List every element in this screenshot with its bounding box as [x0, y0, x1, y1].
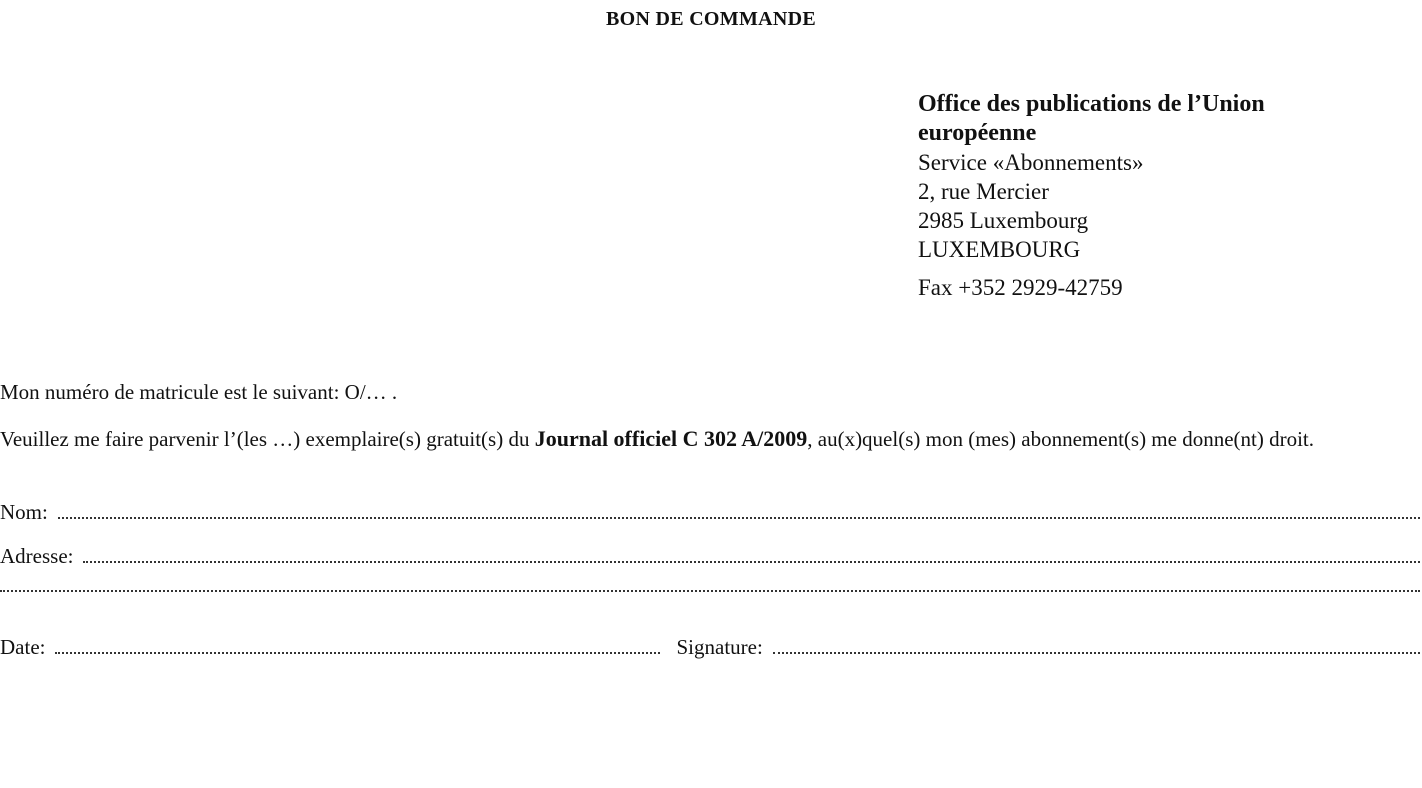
name-label: Nom:	[0, 500, 48, 524]
request-text-part2: , au(x)quel(s) mon (mes) abonnement(s) me donne(nt) droit.	[807, 427, 1315, 451]
address-country: LUXEMBOURG	[918, 237, 1081, 262]
address-field-row-2	[0, 588, 1420, 595]
address-org-line2: européenne	[918, 120, 1037, 146]
address-label: Adresse:	[0, 544, 74, 568]
address-field[interactable]	[83, 559, 1420, 563]
date-signature-row	[0, 635, 1420, 660]
address-service: Service «Abonnements»	[918, 150, 1144, 175]
name-field[interactable]	[58, 515, 1420, 519]
signature-field[interactable]	[773, 650, 1420, 654]
journal-reference: Journal officiel C 302 A/2009	[534, 426, 808, 451]
address-fax: Fax +352 2929-42759	[918, 275, 1123, 300]
document-title: BON DE COMMANDE	[605, 8, 817, 30]
recipient-address	[918, 90, 1338, 302]
address-organization	[918, 90, 1338, 148]
request-paragraph	[0, 425, 1422, 453]
date-field[interactable]	[55, 650, 660, 654]
address-city: 2985 Luxembourg	[918, 208, 1089, 233]
address-field-line2[interactable]	[0, 588, 1420, 592]
name-field-row	[0, 500, 1420, 525]
signature-label: Signature:	[676, 635, 763, 659]
request-text-part1: Veuillez me faire parvenir l’(les …) exemplaire(s) gratuit(s) du	[0, 427, 535, 451]
address-org-line1: Office des publications de l’Union	[918, 91, 1265, 117]
address-field-row	[0, 544, 1420, 569]
address-street: 2, rue Mercier	[918, 179, 1049, 204]
date-label: Date:	[0, 635, 46, 659]
matricule-line: Mon numéro de matricule est le suivant: O/… .	[0, 380, 398, 404]
